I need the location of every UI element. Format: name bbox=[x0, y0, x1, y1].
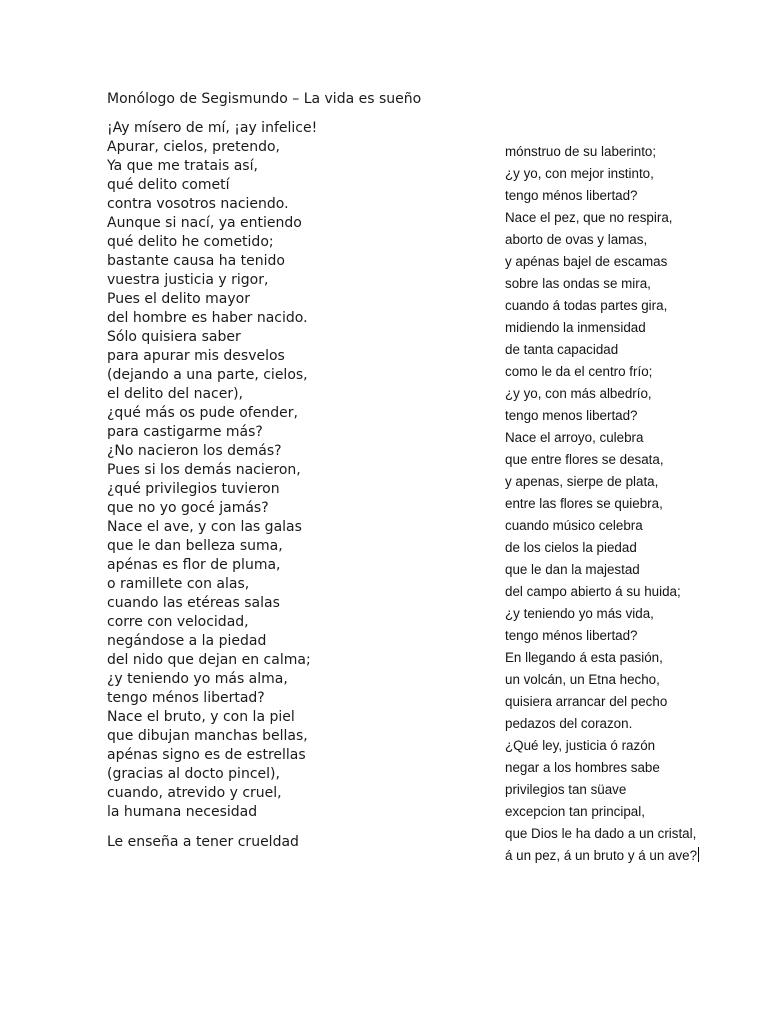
poem-line: que entre flores se desata, bbox=[505, 452, 664, 467]
poem-line: bastante causa ha tenido bbox=[107, 253, 285, 269]
poem-line: negándose a la piedad bbox=[107, 633, 267, 649]
poem-line: Nace el arroyo, culebra bbox=[505, 430, 644, 445]
poem-line: midiendo la inmensidad bbox=[505, 320, 646, 335]
poem-line: cuando músico celebra bbox=[505, 518, 643, 533]
poem-line: que Dios le ha dado a un cristal, bbox=[505, 826, 697, 841]
poem-line: apénas signo es de estrellas bbox=[107, 747, 306, 763]
poem-line: corre con velocidad, bbox=[107, 614, 249, 630]
poem-line: ¿y teniendo yo más alma, bbox=[107, 671, 288, 687]
poem-line: ¿y teniendo yo más vida, bbox=[505, 606, 654, 621]
poem-line: un volcán, un Etna hecho, bbox=[505, 672, 660, 687]
poem-line: y apenas, sierpe de plata, bbox=[505, 474, 659, 489]
poem-line: la humana necesidad bbox=[107, 804, 258, 820]
poem-line: y apénas bajel de escamas bbox=[505, 254, 668, 269]
poem-line: á un pez, á un bruto y á un ave? bbox=[505, 848, 698, 863]
poem-line: pedazos del corazon. bbox=[505, 716, 633, 731]
poem-line: como le da el centro frío; bbox=[505, 364, 653, 379]
poem-line: qué delito cometí bbox=[107, 177, 230, 193]
poem-line: vuestra justicia y rigor, bbox=[107, 272, 269, 288]
poem-line: ¿y yo, con más albedrío, bbox=[505, 386, 652, 401]
poem-line: para apurar mis desvelos bbox=[107, 348, 285, 364]
poem-line: cuando las etéreas salas bbox=[107, 595, 280, 611]
poem-line: o ramillete con alas, bbox=[107, 576, 250, 592]
page-title: Monólogo de Segismundo – La vida es sueño bbox=[107, 91, 422, 107]
poem-line: el delito del nacer), bbox=[107, 386, 244, 402]
poem-line: ¿y yo, con mejor instinto, bbox=[505, 166, 654, 181]
poem-line: Pues el delito mayor bbox=[107, 291, 250, 307]
poem-line: En llegando á esta pasión, bbox=[505, 650, 663, 665]
poem-right-column bbox=[505, 141, 699, 867]
poem-line: de los cielos la piedad bbox=[505, 540, 637, 555]
poem-line: privilegios tan süave bbox=[505, 782, 627, 797]
poem-line: ¿Qué ley, justicia ó razón bbox=[505, 738, 656, 753]
poem-line: sobre las ondas se mira, bbox=[505, 276, 651, 291]
poem-line: ¿qué privilegios tuvieron bbox=[107, 481, 280, 497]
text-cursor bbox=[698, 847, 699, 862]
poem-line: negar a los hombres sabe bbox=[505, 760, 660, 775]
poem-line: aborto de ovas y lamas, bbox=[505, 232, 648, 247]
poem-line: del hombre es haber nacido. bbox=[107, 310, 308, 326]
poem-line: (dejando a una parte, cielos, bbox=[107, 367, 308, 383]
poem-line: tengo ménos libertad? bbox=[505, 628, 638, 643]
poem-line: Nace el ave, y con las galas bbox=[107, 519, 302, 535]
poem-line: cuando, atrevido y cruel, bbox=[107, 785, 282, 801]
poem-line: tengo ménos libertad? bbox=[107, 690, 265, 706]
poem-line: Sólo quisiera saber bbox=[107, 329, 241, 345]
poem-closing-line: Le enseña a tener crueldad bbox=[107, 834, 299, 850]
poem-line: quisiera arrancar del pecho bbox=[505, 694, 668, 709]
poem-line: para castigarme más? bbox=[107, 424, 263, 440]
poem-line: Ya que me tratais así, bbox=[107, 158, 258, 174]
poem-line: ¿qué más os pude ofender, bbox=[107, 405, 298, 421]
poem-line: excepcion tan principal, bbox=[505, 804, 645, 819]
poem-line: Aunque si nací, ya entiendo bbox=[107, 215, 302, 231]
poem-line: contra vosotros naciendo. bbox=[107, 196, 289, 212]
poem-line: del campo abierto á su huida; bbox=[505, 584, 681, 599]
poem-line: Pues si los demás nacieron, bbox=[107, 462, 301, 478]
poem-line: tengo menos libertad? bbox=[505, 408, 638, 423]
poem-line: que le dan belleza suma, bbox=[107, 538, 283, 554]
poem-line: tengo ménos libertad? bbox=[505, 188, 638, 203]
poem-line: de tanta capacidad bbox=[505, 342, 619, 357]
poem-line: (gracias al docto pincel), bbox=[107, 766, 280, 782]
poem-line: qué delito he cometido; bbox=[107, 234, 274, 250]
poem-line: Apurar, cielos, pretendo, bbox=[107, 139, 281, 155]
poem-line: ¡Ay mísero de mí, ¡ay infelice! bbox=[107, 120, 318, 136]
poem-line: Nace el pez, que no respira, bbox=[505, 210, 673, 225]
poem-line: que le dan la majestad bbox=[505, 562, 640, 577]
poem-line: Nace el bruto, y con la piel bbox=[107, 709, 295, 725]
poem-line: apénas es flor de pluma, bbox=[107, 557, 281, 573]
poem-line: mónstruo de su laberinto; bbox=[505, 144, 657, 159]
poem-line: que no yo gocé jamás? bbox=[107, 500, 269, 516]
poem-line: que dibujan manchas bellas, bbox=[107, 728, 308, 744]
poem-line: del nido que dejan en calma; bbox=[107, 652, 311, 668]
poem-line: ¿No nacieron los demás? bbox=[107, 443, 282, 459]
poem-line: cuando á todas partes gira, bbox=[505, 298, 668, 313]
poem-left-column bbox=[107, 119, 317, 822]
poem-line: entre las flores se quiebra, bbox=[505, 496, 663, 511]
